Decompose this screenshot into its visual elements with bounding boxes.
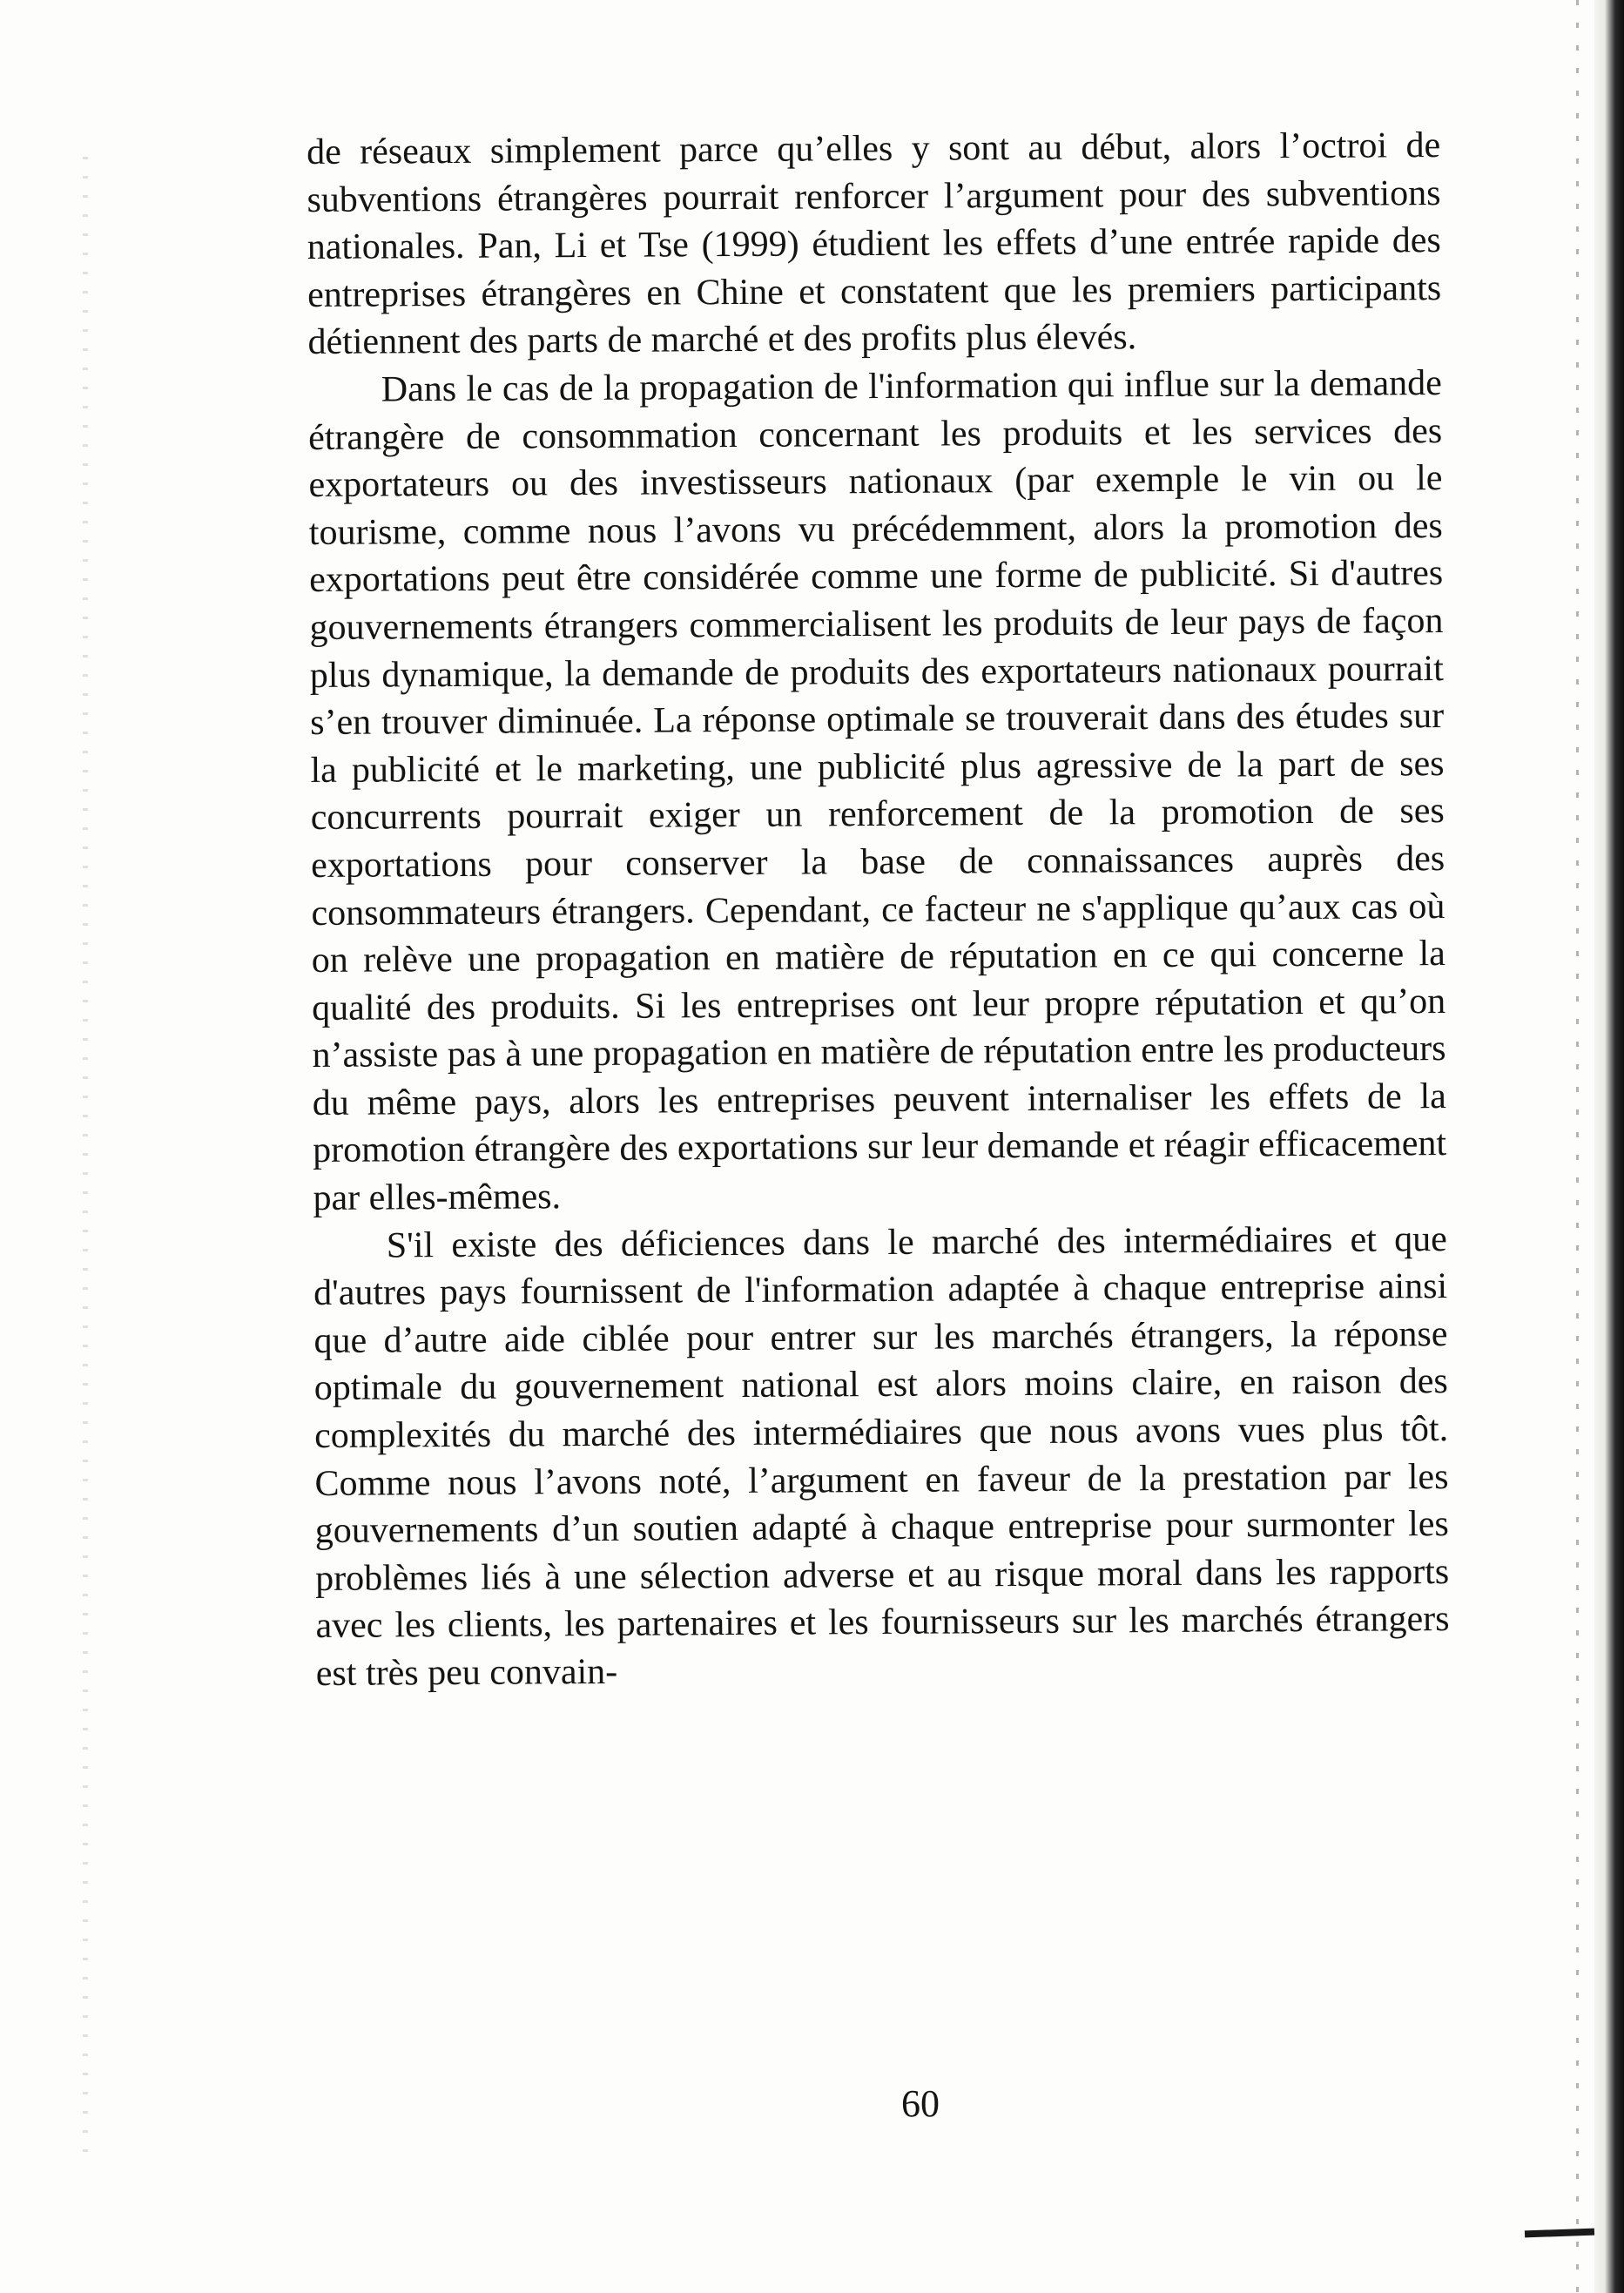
body-text xyxy=(307,122,1450,1698)
paragraph-1: de réseaux simplement parce qu’elles y sont au début, alors l’octroi de subventions étrangères pourrait renforcer l’argument pour des subventions nationales. Pan, Li et Tse (1999) étudient les effets d’une entrée rapide des entreprises étrangères en Chine et constatent que les premiers participants détiennent des parts de marché et des profits plus élevés. xyxy=(307,125,1442,363)
scan-right-edge-marks xyxy=(1576,0,1579,2293)
scan-corner-mark xyxy=(1525,2229,1594,2238)
paragraph-3: S'il existe des déficiences dans le marché des intermédiaires et que d'autres pays fournissent de l'information adaptée à chaque entreprise ainsi que d’autre aide ciblée pour entrer sur les marchés étrangers, la réponse optimale du gouvernement national est alors moins claire, en raison des complexités du marché des intermédiaires que nous avons vues plus tôt. Comme nous l’avons noté, l’argument en faveur de la prestation par les gouvernements d’un soutien adapté à chaque entreprise pour surmonter les problèmes liés à une sélection adverse et au risque moral dans les rapports avec les clients, les partenaires et les fournisseurs sur les marchés étrangers est très peu convain- xyxy=(313,1218,1450,1694)
paragraph-2: Dans le cas de la propagation de l'information qui influe sur la demande étrangère de consommation concernant les produits et les services des exportateurs ou des investisseurs nationaux (par exemple le vin ou le tourisme, comme nous l’avons vu précédemment, alors la promotion des exportations peut être considérée comme une forme de publicité. Si d'autres gouvernements étrangers commercialisent les produits de leur pays de façon plus dynamique, la demande de produits des exportateurs nationaux pourrait s’en trouver diminuée. La réponse optimale se trouverait dans des études sur la publicité et le marketing, une publicité plus agressive de la part de ses concurrents pourrait exiger un renforcement de la promotion de ses exportations pour conserver la base de connaissances auprès des consommateurs étrangers. Cependant, ce facteur ne s'applique qu’aux cas où on relève une propagation en matière de réputation en ce qui concerne la qualité des produits. Si les entreprises ont leur propre réputation et qu’on n’assiste pas à une propagation en matière de réputation entre les producteurs du même pays, alors les entreprises peuvent internaliser les effets de la promotion étrangère des exportations sur leur demande et réagir efficacement par elles-mêmes. xyxy=(308,363,1447,1219)
page-number: 60 xyxy=(901,2082,940,2125)
book-binding-edge xyxy=(1594,0,1624,2293)
scan-left-edge-marks xyxy=(83,157,88,2160)
